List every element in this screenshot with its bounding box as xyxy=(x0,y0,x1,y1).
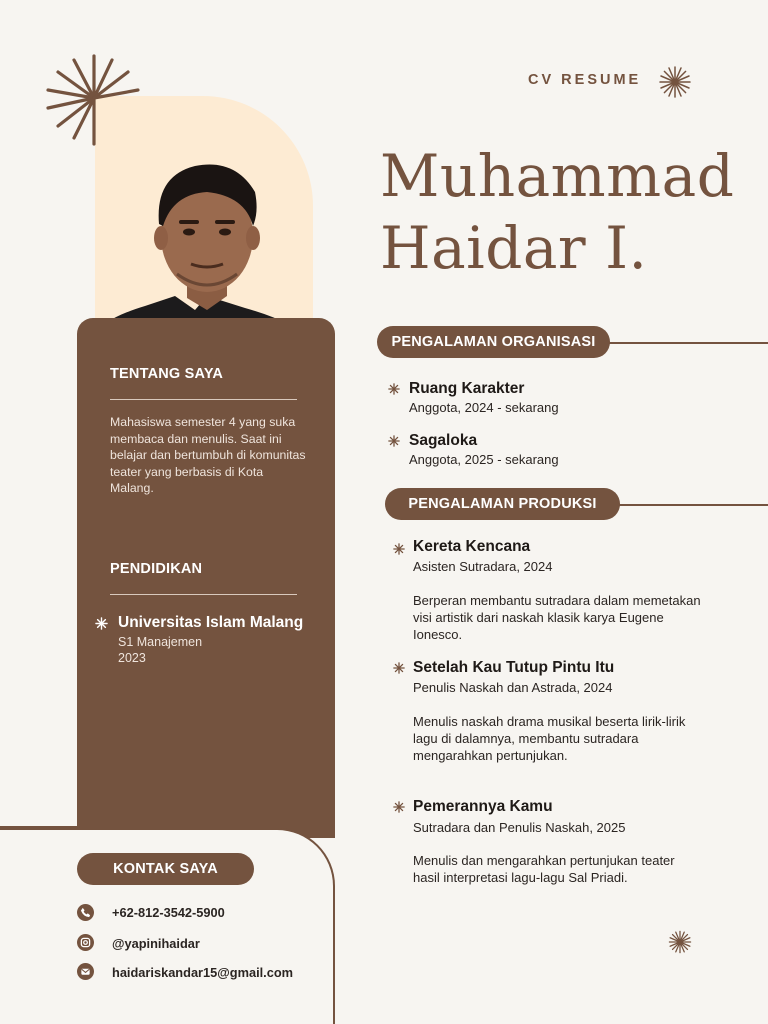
contact-email[interactable]: haidariskandar15@gmail.com xyxy=(112,965,294,980)
about-rule xyxy=(110,399,297,400)
star-bullet-icon xyxy=(388,383,400,395)
production-role: Asisten Sutradara, 2024 xyxy=(413,559,553,574)
education-institution: Universitas Islam Malang xyxy=(118,614,304,631)
star-bullet-icon xyxy=(393,801,405,813)
production-description: Berperan membantu sutradara dalam memetakan visi artistik dari naskah klasik karya Eugene Ionesco. xyxy=(413,593,701,642)
sidebar-panel xyxy=(77,318,335,838)
star-bullet-icon xyxy=(393,662,405,674)
org-role: Anggota, 2024 - sekarang xyxy=(409,400,559,415)
star-bullet-icon xyxy=(393,543,405,555)
production-heading: PENGALAMAN PRODUKSI xyxy=(385,488,620,520)
name-first: Muhammad xyxy=(380,142,735,210)
cv-label: CV RESUME xyxy=(528,72,642,88)
instagram-icon xyxy=(77,934,94,951)
education-year: 2023 xyxy=(118,651,146,665)
starburst-small-icon xyxy=(658,65,692,99)
production-role: Penulis Naskah dan Astrada, 2024 xyxy=(413,680,613,695)
about-heading: TENTANG SAYA xyxy=(110,366,224,382)
organization-line xyxy=(600,342,768,344)
org-role: Anggota, 2025 - sekarang xyxy=(409,452,559,467)
org-title: Sagaloka xyxy=(409,432,478,449)
production-description: Menulis dan mengarahkan pertunjukan teater hasil interpretasi lagu-lagu Sal Priadi. xyxy=(413,853,675,885)
email-icon xyxy=(77,963,94,980)
education-major: S1 Manajemen xyxy=(118,635,203,649)
phone-icon xyxy=(77,904,94,921)
contact-heading: KONTAK SAYA xyxy=(77,853,254,885)
star-bullet-icon xyxy=(388,435,400,447)
name-last: Haidar I. xyxy=(380,214,648,282)
production-title: Setelah Kau Tutup Pintu Itu xyxy=(413,659,615,676)
production-title: Kereta Kencana xyxy=(413,538,531,555)
production-description: Menulis naskah drama musikal beserta lirik-lirik lagu di dalamnya, membantu sutradara mengarahkan pertunjukan. xyxy=(413,714,686,763)
org-title: Ruang Karakter xyxy=(409,380,525,397)
production-role: Sutradara dan Penulis Naskah, 2025 xyxy=(413,820,626,835)
organization-heading: PENGALAMAN ORGANISASI xyxy=(377,326,610,358)
about-text: Mahasiswa semester 4 yang suka membaca dan menulis. Saat ini belajar dan bertumbuh di komunitas teater yang berbasis di Kota Malang. xyxy=(110,415,306,495)
education-rule xyxy=(110,594,297,595)
contact-phone[interactable]: +62-812-3542-5900 xyxy=(112,905,225,920)
contact-instagram[interactable]: @yapinihaidar xyxy=(112,936,200,951)
education-heading: PENDIDIKAN xyxy=(110,561,203,577)
starburst-small-icon xyxy=(668,930,692,954)
production-line xyxy=(612,504,768,506)
star-bullet-icon xyxy=(95,617,108,630)
production-title: Pemerannya Kamu xyxy=(413,798,553,815)
starburst-icon xyxy=(42,50,146,150)
